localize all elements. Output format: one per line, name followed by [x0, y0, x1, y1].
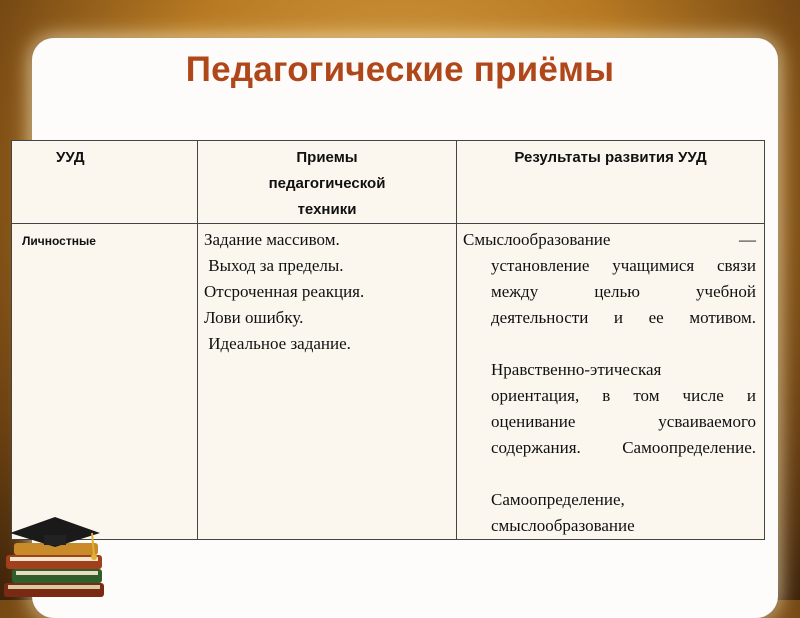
method-item: Лови ошибку.: [204, 308, 304, 327]
methods-cell: [198, 224, 457, 540]
results-line: [463, 383, 756, 409]
results-word: Нравственно-этическая: [491, 360, 662, 379]
results-word: Самоопределение,: [491, 490, 625, 509]
header-methods: [198, 141, 457, 224]
results-line: [463, 305, 756, 331]
results-line: [463, 487, 756, 513]
category-cell: Личностные: [12, 224, 198, 540]
header-results: Результаты развития УУД: [457, 141, 765, 224]
results-line: [463, 409, 756, 435]
header-methods-line: техники: [297, 201, 357, 218]
results-word: деятельности: [491, 308, 589, 327]
results-word: связи: [717, 256, 756, 275]
results-line: [463, 279, 756, 305]
results-word: учащимися: [612, 256, 695, 275]
techniques-table: [11, 140, 765, 540]
table-row: [12, 224, 765, 540]
results-word: и: [613, 308, 624, 327]
results-word: —: [739, 230, 756, 249]
method-item: Отсроченная реакция.: [204, 282, 365, 301]
results-word: установление: [491, 256, 590, 275]
results-word: между: [491, 282, 539, 301]
results-word: оценивание: [491, 412, 576, 431]
table-header-row: [12, 141, 765, 224]
results-paragraph-1: [463, 253, 756, 331]
header-methods-line: педагогической: [268, 175, 386, 192]
method-item: Выход за пределы.: [204, 256, 344, 275]
results-cell: [457, 224, 765, 540]
results-word: ее: [648, 308, 664, 327]
results-word: целью: [594, 282, 640, 301]
results-line: [463, 435, 756, 461]
results-paragraph-3: [463, 487, 756, 539]
results-line: [463, 253, 756, 279]
results-line: [463, 227, 756, 253]
results-line: [463, 357, 756, 383]
method-item: Задание массивом.: [204, 230, 340, 249]
header-uud: УУД: [12, 141, 198, 224]
results-word: и: [746, 386, 756, 405]
results-word: ориентация,: [491, 386, 580, 405]
results-word: в: [602, 386, 611, 405]
slide-title: Педагогические приёмы: [185, 50, 615, 89]
results-word: учебной: [696, 282, 756, 301]
results-word: числе: [682, 386, 724, 405]
results-word: Самоопределение.: [622, 438, 756, 457]
method-item: Идеальное задание.: [204, 334, 351, 353]
results-word: мотивом.: [689, 308, 756, 327]
header-methods-line: Приемы: [296, 149, 358, 166]
results-word: том: [633, 386, 660, 405]
results-word: смыслообразование: [491, 516, 635, 535]
results-paragraph-2: [463, 357, 756, 461]
results-word: усваиваемого: [658, 412, 756, 431]
results-word: Смыслообразование: [463, 230, 611, 249]
books-with-graduation-cap-icon: [0, 505, 120, 600]
results-word: содержания.: [491, 438, 581, 457]
results-line: [463, 513, 756, 539]
